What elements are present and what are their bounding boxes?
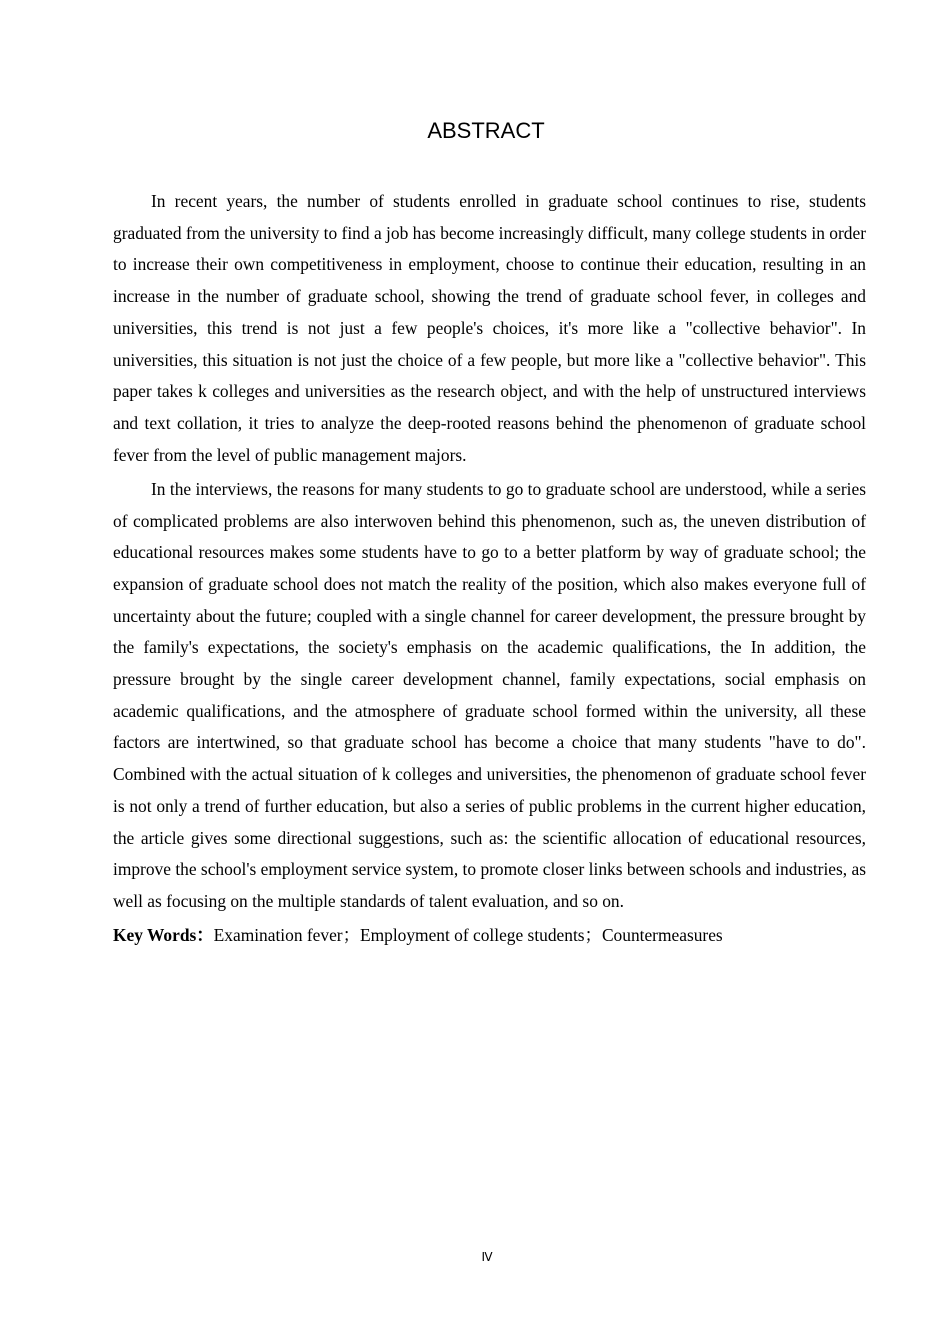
abstract-paragraph-2: In the interviews, the reasons for many students to go to graduate school are understood, while a series of complicated problems are also interwoven behind this phenomenon, such as, the uneven distribution of educational resources makes some students have to go to a better platform by way of graduate school; the expansion of graduate school does not match the reality of the position, which also makes everyone full of uncertainty about the future; coupled with a single channel for career development, the pressure brought by the family's expectations, the society's emphasis on the academic qualifications, the In addition, the pressure brought by the single career development channel, family expectations, social emphasis on academic qualifications, and the atmosphere of graduate school formed within the university, all these factors are intertwined, so that graduate school has become a choice that many students "have to do". Combined with the actual situation of k colleges and universities, the phenomenon of graduate school fever is not only a trend of further education, but also a series of public problems in the current higher education, the article gives some directional suggestions, such as: the scientific allocation of educational resources, improve the school's employment service system, to promote closer links between schools and industries, as well as focusing on the multiple standards of talent evaluation, and so on. <box>113 478 866 911</box>
keywords-items: Examination fever；Employment of college students；Countermeasures <box>213 925 723 946</box>
page-title: ABSTRACT <box>427 118 545 143</box>
abstract-paragraph-1: In recent years, the number of students enrolled in graduate school continues to rise, students graduated from the university to find a job has become increasingly difficult, many college students in order to increase their own competitiveness in employment, choose to continue their education, resulting in an increase in the number of graduate school, showing the trend of graduate school fever, in colleges and universities, this trend is not just a few people's choices, it's more like a "collective behavior". In universities, this situation is not just the choice of a few people, but more like a "collective behavior". This paper takes k colleges and universities as the research object, and with the help of unstructured interviews and text collation, it tries to analyze the deep-rooted reasons behind the phenomenon of graduate school fever from the level of public management majors. <box>113 191 866 465</box>
page-number: Ⅳ <box>481 1250 493 1264</box>
abstract-body <box>113 186 866 952</box>
keywords-label: Key Words： <box>113 925 214 946</box>
keywords-line <box>113 920 866 952</box>
